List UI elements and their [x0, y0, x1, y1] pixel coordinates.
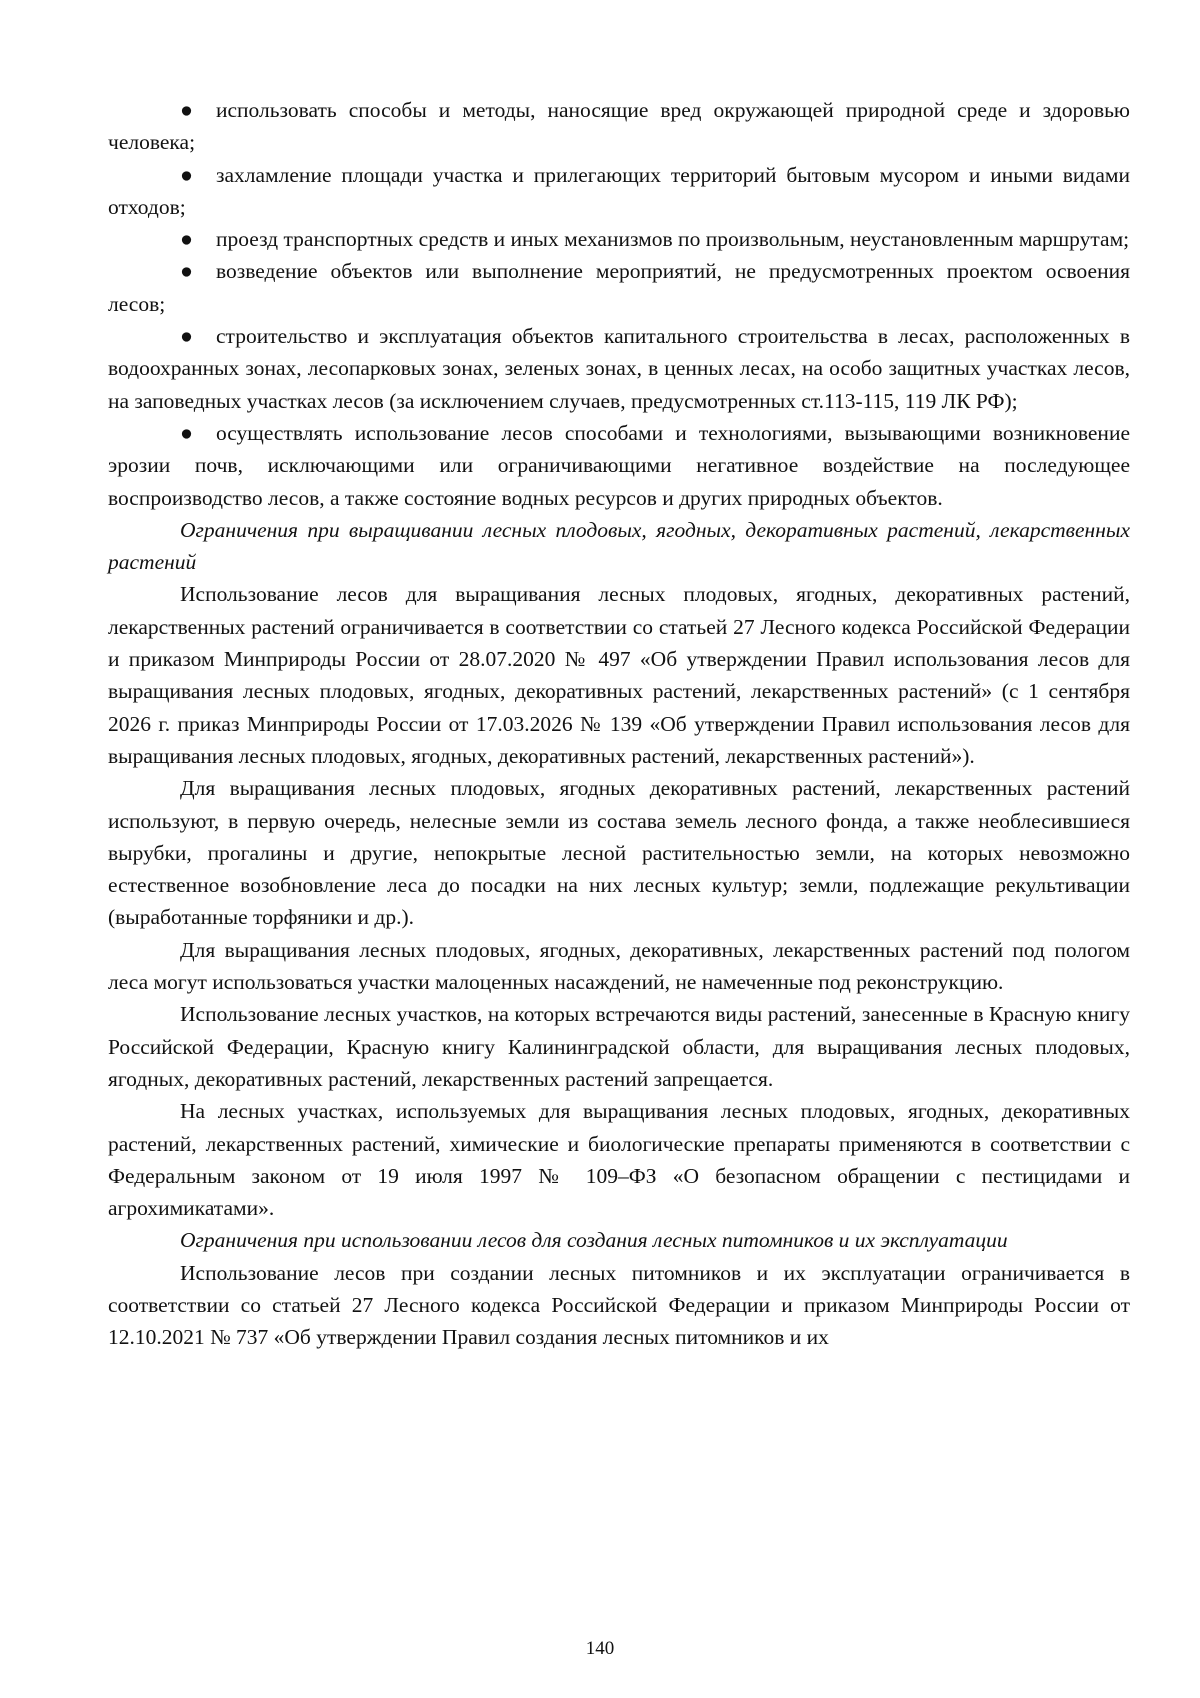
page-number: 140: [585, 1638, 615, 1659]
list-item: [108, 94, 1130, 159]
bullet-icon: ●: [180, 420, 193, 445]
list-item: [108, 255, 1130, 320]
paragraph: Использование лесов при создании лесных питомников и их эксплуатации ограничивается в соответствии со статьей 27 Лесного кодекса Российской Федерации и приказом Минприроды России от 12.10.2021 № 737 «Об утверждении Правил создания лесных питомников и их: [108, 1260, 1130, 1350]
list-item: [108, 320, 1130, 417]
bullet-icon: ●: [180, 227, 193, 252]
list-item: [108, 417, 1130, 514]
list-item-text: проезд транспортных средств и иных механизмов по произвольным, неустановленным маршрутам;: [216, 227, 1130, 252]
list-item-text: осуществлять использование лесов способами и технологиями, вызывающими возникновение эрозии почв, исключающими или ограничивающими негативное воздействие на последующее воспроизводство лесов, а также состояние водных ресурсов и других природных объектов.: [108, 420, 1130, 510]
paragraph: Для выращивания лесных плодовых, ягодных декоративных растений, лекарственных растений используют, в первую очередь, нелесные земли из состава земель лесного фонда, а также необлесившиеся вырубки, прогалины и другие, непокрытые лесной растительностью земли, на которых невозможно естественное возобновление леса до посадки на них лесных культур; земли, подлежащие рекультивации (выработанные торфяники и др.).: [108, 776, 1130, 930]
list-item-text: возведение объектов или выполнение мероприятий, не предусмотренных проектом освоения лесов;: [108, 259, 1130, 316]
bullet-icon: ●: [180, 98, 193, 122]
section-heading: Ограничения при выращивании лесных плодовых, ягодных, декоративных растений, лекарственных растений: [108, 517, 1130, 575]
list-item-text: строительство и эксплуатация объектов капитального строительства в лесах, расположенных в водоохранных зонах, лесопарковых зонах, зеленых зонах, в ценных лесах, на особо защитных участках лесов, на заповедных участках лесов (за исключением случаев, предусмотренных ст.113-115, 119 ЛК РФ);: [108, 324, 1130, 413]
list-item: [108, 159, 1130, 224]
paragraph: Использование лесов для выращивания лесных плодовых, ягодных, декоративных растений, лекарственных растений ограничивается в соответствии со статьей 27 Лесного кодекса Российской Федерации и приказом Минприроды России от 28.07.2020 № 497 «Об утверждении Правил использования лесов для выращивания лесных плодовых, ягодных, декоративных растений, лекарственных растений» (с 1 сентября 2026 г. приказ Минприроды России от 17.03.2026 № 139 «Об утверждении Правил использования лесов для выращивания лесных плодовых, ягодных, декоративных растений, лекарственных растений»).: [108, 582, 1130, 768]
bullet-icon: ●: [180, 162, 193, 187]
paragraph: Для выращивания лесных плодовых, ягодных, декоративных, лекарственных растений под пологом леса могут использоваться участки малоценных насаждений, не намеченные под реконструкцию.: [108, 937, 1130, 995]
section-heading: Ограничения при использовании лесов для создания лесных питомников и их эксплуатации: [180, 1228, 1008, 1253]
bullet-icon: ●: [180, 259, 193, 284]
paragraph: На лесных участках, используемых для выращивания лесных плодовых, ягодных, декоративных растений, лекарственных растений, химические и биологические препараты применяются в соответствии с Федеральным законом от 19 июля 1997 № 109–ФЗ «О безопасном обращении с пестицидами и агрохимикатами».: [108, 1099, 1130, 1221]
paragraph: Использование лесных участков, на которых встречаются виды растений, занесенные в Красную книгу Российской Федерации, Красную книгу Калининградской области, для выращивания лесных плодовых, ягодных, декоративных растений, лекарственных растений запрещается.: [108, 1002, 1130, 1091]
list-item-text: захламление площади участка и прилегающих территорий бытовым мусором и иными видами отходов;: [108, 162, 1130, 219]
list-item: [108, 223, 1130, 255]
bullet-icon: ●: [180, 324, 193, 349]
document-page: [108, 94, 1130, 1354]
list-item-text: использовать способы и методы, наносящие вред окружающей природной среде и здоровью человека;: [108, 98, 1130, 155]
